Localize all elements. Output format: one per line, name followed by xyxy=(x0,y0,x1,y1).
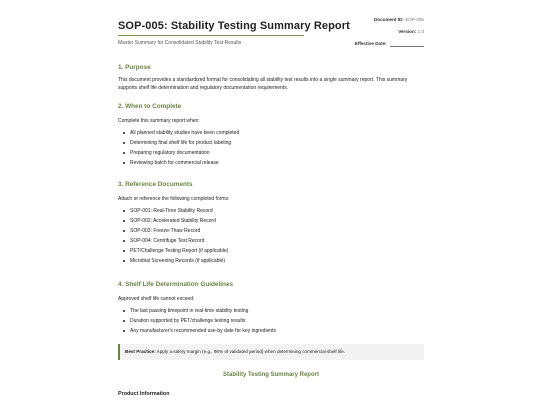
list-item: SOP-004: Centrifuge Test Record xyxy=(118,236,228,246)
title-divider xyxy=(118,35,304,36)
shelf-life-intro: Approved shelf life cannot exceed: xyxy=(118,296,195,302)
list-item: Any manufacturer's recommended use-by date for key ingredients xyxy=(118,326,276,336)
version-label: Version: xyxy=(398,29,417,34)
document-id-value: SOP-005 xyxy=(405,17,424,22)
document-header xyxy=(118,0,424,56)
list-item: PET/Challenge Testing Report (if applicable) xyxy=(118,246,228,256)
list-item: All planned stability studies have been completed xyxy=(118,128,239,138)
shelf-life-list xyxy=(118,306,276,336)
when-heading: 2. When to Complete xyxy=(118,103,182,110)
product-information-heading: Product Information xyxy=(118,391,170,397)
purpose-text: This document provides a standardized format for consolidating all stability test results into a single summary report. This summary supports shelf life determination and regulatory documentation requirements. xyxy=(118,77,408,91)
version-value: 1.0 xyxy=(417,29,424,34)
summary-report-title: Stability Testing Summary Report xyxy=(223,372,319,378)
list-item: Preparing regulatory documentation xyxy=(118,148,239,158)
list-item: Duration supported by PET/challenge testing results xyxy=(118,316,276,326)
list-item: SOP-003: Freeze-Thaw Record xyxy=(118,226,228,236)
references-list xyxy=(118,206,228,266)
document-content xyxy=(118,0,424,397)
callout-label: Best Practice: xyxy=(125,349,156,354)
purpose-heading: 1. Purpose xyxy=(118,64,151,71)
page-title: SOP-005: Stability Testing Summary Report xyxy=(118,20,350,32)
when-intro: Complete this summary report when: xyxy=(118,118,200,124)
best-practice-callout xyxy=(118,344,424,360)
effective-date-field[interactable] xyxy=(390,46,424,47)
list-item: Reviewing batch for commercial release xyxy=(118,158,239,168)
effective-date-label: Effective Date: xyxy=(354,41,387,46)
shelf-life-heading: 4. Shelf Life Determination Guidelines xyxy=(118,281,234,288)
list-item: Determining final shelf life for product labeling xyxy=(118,138,239,148)
references-heading: 3. Reference Documents xyxy=(118,181,193,188)
document-meta xyxy=(355,18,424,54)
references-intro: Attach or reference the following completed forms: xyxy=(118,196,230,202)
page-subtitle: Master Summary for Consolidated Stability Test Results xyxy=(118,40,242,46)
document-id-label: Document ID: xyxy=(373,17,404,22)
callout-text: Apply a safety margin (e.g., 90% of validated period) when determining commercial shelf life. xyxy=(156,349,346,354)
when-list xyxy=(118,128,239,168)
list-item: Microbial Screening Records (if applicable) xyxy=(118,256,228,266)
list-item: SOP-001: Real-Time Stability Record xyxy=(118,206,228,216)
list-item: SOP-002: Accelerated Stability Record xyxy=(118,216,228,226)
effective-date-row xyxy=(355,42,424,54)
list-item: The last passing timepoint in real-time stability testing xyxy=(118,306,276,316)
